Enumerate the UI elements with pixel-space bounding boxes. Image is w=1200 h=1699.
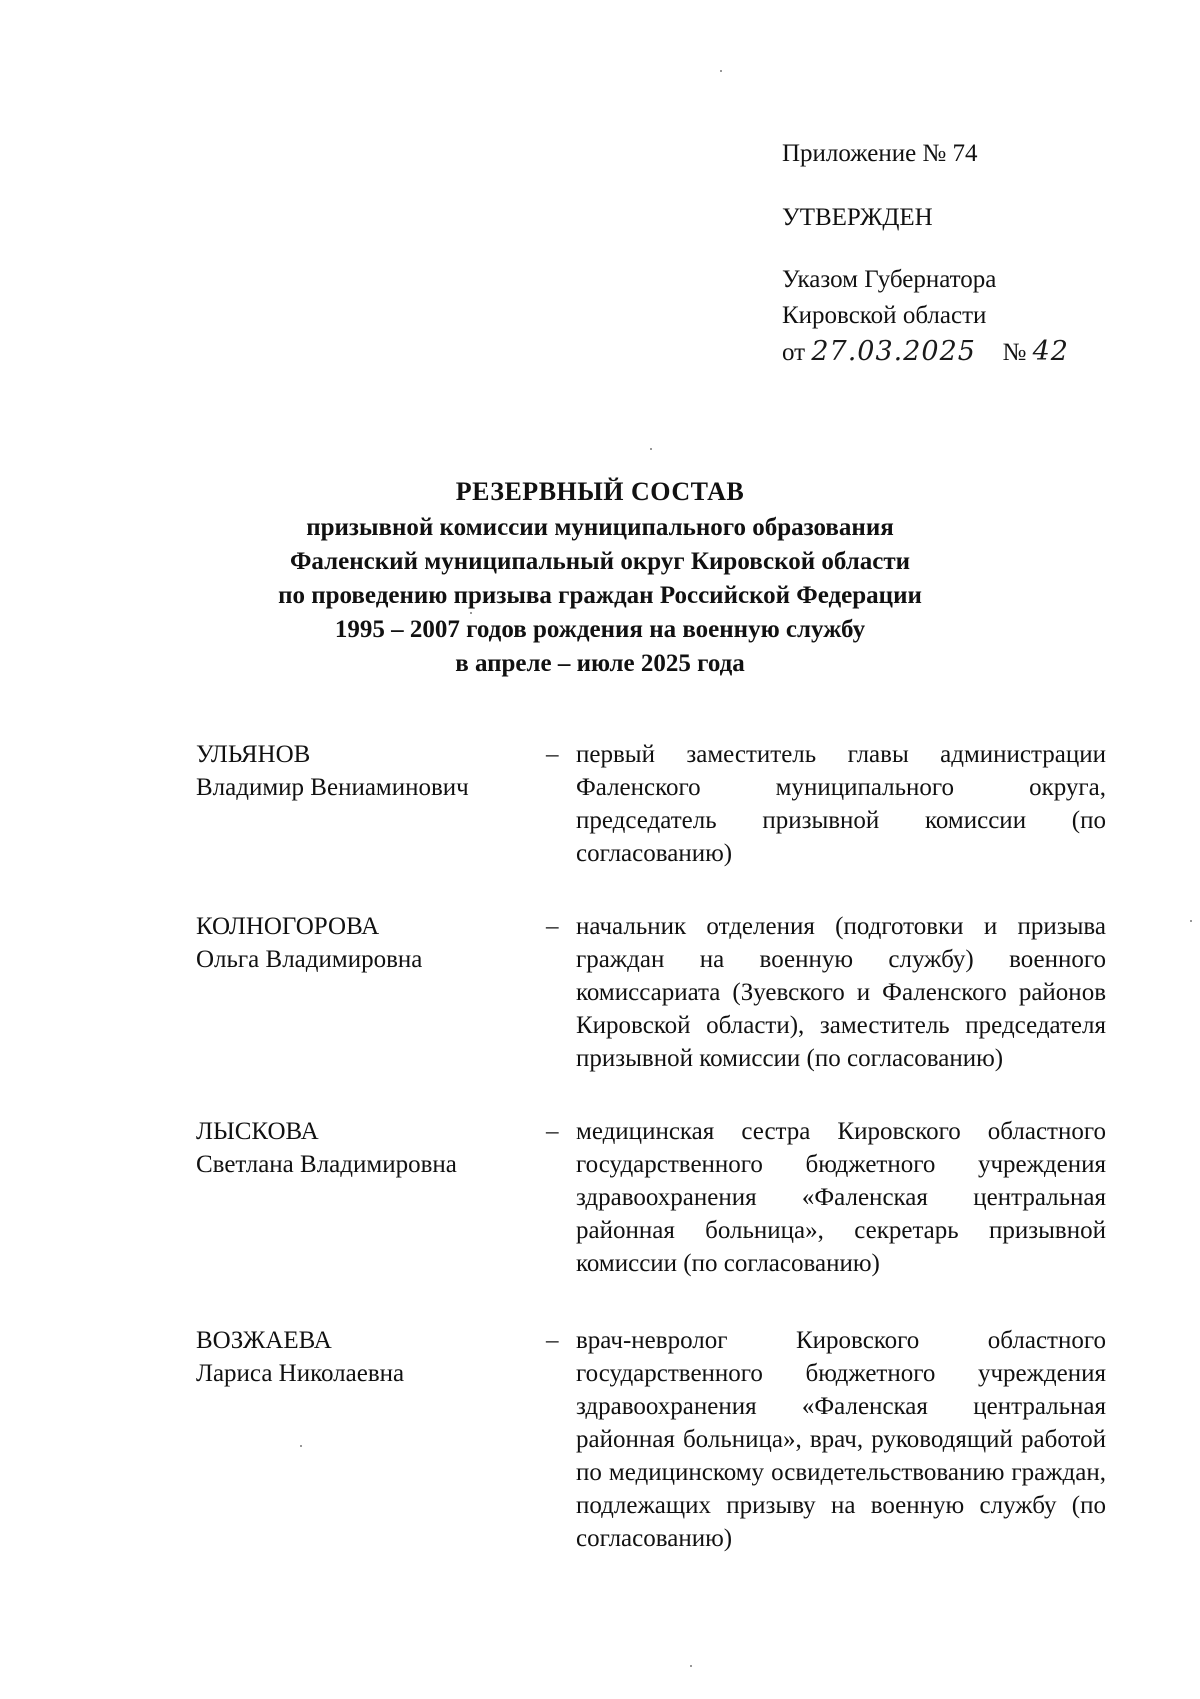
members-list <box>196 738 1106 1555</box>
approved-by-line2: Кировской области <box>782 302 987 329</box>
member-surname: УЛЬЯНОВ <box>196 741 311 768</box>
member-position: врач-невролог Кировского областного государственного бюджетного учреждения здравоохранения «Фаленская центральная районная больница», врач, руководящий работой по медицинскому освидетельствованию граждан, подлежащих призыву на военную службу (по согласованию) <box>576 1327 1106 1552</box>
member-position: медицинская сестра Кировского областного государственного бюджетного учреждения здравоохранения «Фаленская центральная районная больница», секретарь призывной комиссии (по согласованию) <box>576 1118 1106 1277</box>
scan-speck <box>720 70 722 72</box>
member-position: начальник отделения (подготовки и призыва граждан на военную службу) военного комиссариата (Зуевского и Фаленского районов Кировской области), заместитель председателя призывной комиссии (по согласованию) <box>576 913 1106 1072</box>
approved-by-line1: Указом Губернатора <box>782 266 997 293</box>
member-entry <box>196 738 1106 870</box>
handwritten-number: 42 <box>1032 336 1069 367</box>
member-name <box>196 1115 546 1280</box>
title-line-2: призывной комиссии муниципального образования <box>306 514 894 541</box>
title-line-4: по проведению призыва граждан Российской Федерации <box>278 582 922 609</box>
member-given-names: Владимир Вениаминович <box>196 774 469 801</box>
document-title <box>150 475 1050 681</box>
member-dash: – <box>546 913 559 940</box>
member-name <box>196 1324 546 1555</box>
date-prefix: от <box>782 339 806 366</box>
member-dash: – <box>546 1118 559 1145</box>
title-line-3: Фаленский муниципальный округ Кировской области <box>289 548 911 575</box>
appendix-label: Приложение № 74 <box>782 140 978 167</box>
member-position: первый заместитель главы администрации Фаленского муниципального округа, председатель призывной комиссии (по согласованию) <box>576 741 1106 867</box>
title-line-6: в апреле – июле 2025 года <box>455 650 745 677</box>
handwritten-date: 27.03.2025 <box>811 336 976 367</box>
scan-speck <box>650 448 652 450</box>
approval-block <box>782 136 1112 371</box>
number-prefix: № <box>1002 339 1027 366</box>
title-main: РЕЗЕРВНЫЙ СОСТАВ <box>455 477 745 506</box>
member-entry <box>196 1324 1106 1555</box>
scan-speck <box>470 612 472 614</box>
decree-date-line <box>782 334 1112 371</box>
scan-speck <box>300 1445 302 1447</box>
member-dash: – <box>546 741 559 768</box>
scan-speck <box>690 1665 692 1667</box>
member-entry <box>196 910 1106 1075</box>
member-given-names: Ольга Владимировна <box>196 946 423 973</box>
member-surname: ЛЫСКОВА <box>196 1118 319 1145</box>
member-surname: ВОЗЖАЕВА <box>196 1327 332 1354</box>
member-surname: КОЛНОГОРОВА <box>196 913 380 940</box>
member-dash: – <box>546 1327 559 1354</box>
approved-label: УТВЕРЖДЕН <box>782 204 933 231</box>
member-entry <box>196 1115 1106 1280</box>
member-name <box>196 910 546 1075</box>
member-given-names: Светлана Владимировна <box>196 1151 457 1178</box>
scan-speck <box>1190 920 1192 922</box>
member-name <box>196 738 546 870</box>
member-given-names: Лариса Николаевна <box>196 1360 405 1387</box>
title-line-5: 1995 – 2007 годов рождения на военную службу <box>334 616 866 643</box>
